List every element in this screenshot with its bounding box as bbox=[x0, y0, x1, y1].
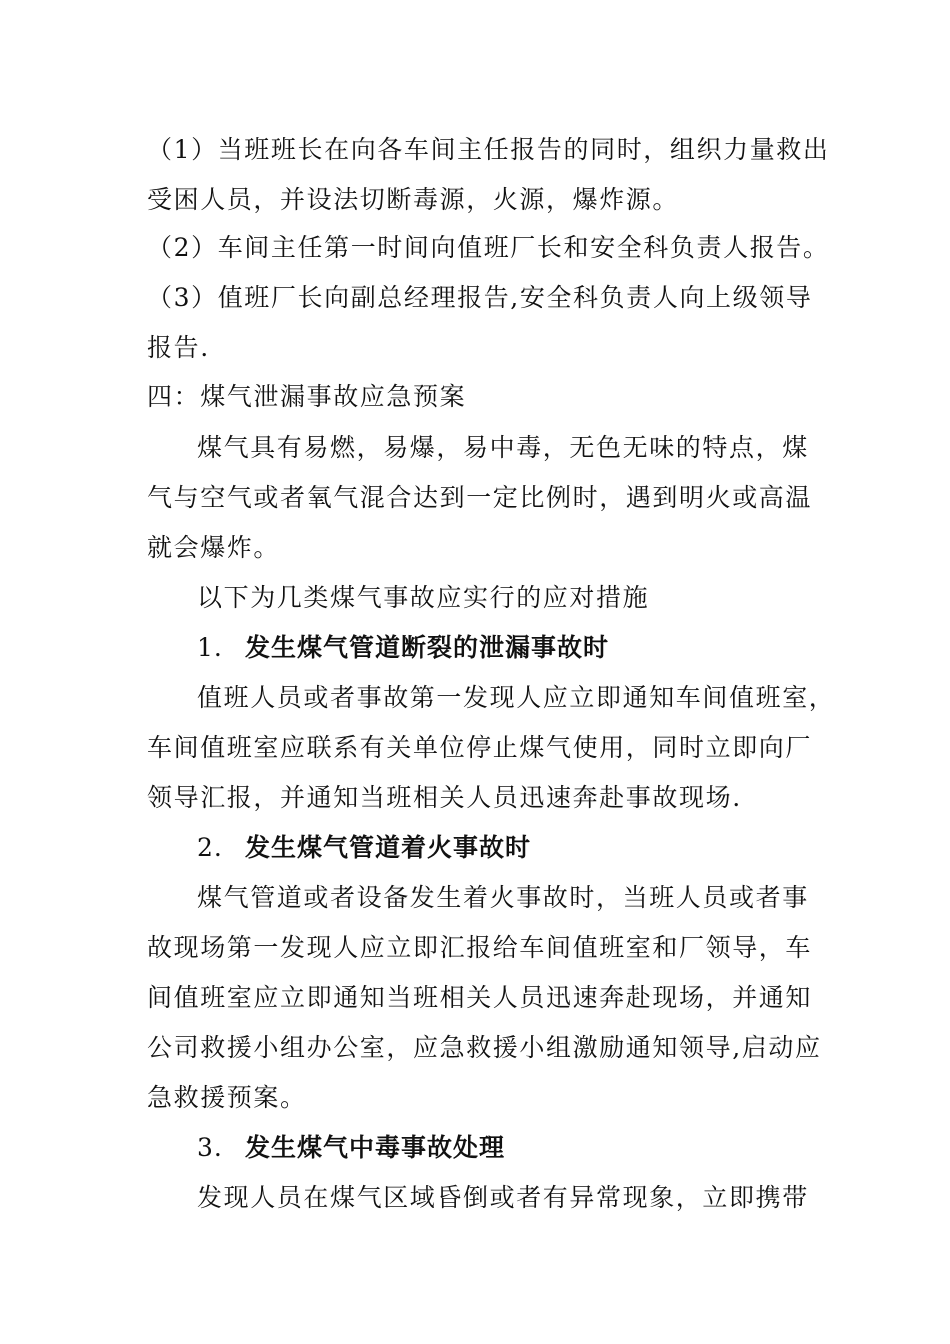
text-line: 报告. bbox=[147, 333, 210, 362]
text-line: （3）值班厂长向副总经理报告,安全科负责人向上级领导 bbox=[147, 283, 813, 312]
text-line: 间值班室应立即通知当班相关人员迅速奔赴现场，并通知 bbox=[147, 983, 813, 1012]
subsection-heading-2 bbox=[197, 833, 859, 863]
heading-number: 2. bbox=[197, 833, 223, 862]
subsection-heading-1 bbox=[197, 633, 859, 663]
text-line: 急救援预案。 bbox=[147, 1083, 307, 1112]
text-line: 以下为几类煤气事故应实行的应对措施 bbox=[197, 583, 650, 612]
text-line: 故现场第一发现人应立即汇报给车间值班室和厂领导，车 bbox=[147, 933, 813, 962]
text-line: 公司救援小组办公室，应急救援小组激励通知领导,启动应 bbox=[147, 1033, 822, 1062]
text-line: 受困人员，并设法切断毒源，火源，爆炸源。 bbox=[147, 185, 680, 214]
text-line: 气与空气或者氧气混合达到一定比例时，遇到明火或高温 bbox=[147, 483, 813, 512]
text-line: 煤气管道或者设备发生着火事故时，当班人员或者事 bbox=[197, 883, 809, 912]
heading-text: 发生煤气管道着火事故时 bbox=[245, 833, 532, 862]
text-line: 值班人员或者事故第一发现人应立即通知车间值班室， bbox=[197, 683, 836, 712]
heading-number: 1. bbox=[197, 633, 223, 662]
text-line: （1）当班班长在向各车间主任报告的同时，组织力量救出 bbox=[147, 135, 830, 164]
subsection-heading-3 bbox=[197, 1133, 859, 1163]
heading-number: 3. bbox=[197, 1133, 223, 1162]
heading-text: 发生煤气管道断裂的泄漏事故时 bbox=[245, 633, 610, 662]
section-title: 四：煤气泄漏事故应急预案 bbox=[147, 382, 467, 411]
text-line: （2）车间主任第一时间向值班厂长和安全科负责人报告。 bbox=[147, 233, 830, 262]
text-line: 发现人员在煤气区域昏倒或者有异常现象，立即携带 bbox=[197, 1183, 809, 1212]
text-line: 煤气具有易燃，易爆，易中毒，无色无味的特点，煤 bbox=[197, 433, 809, 462]
text-line: 就会爆炸。 bbox=[147, 533, 281, 562]
heading-text: 发生煤气中毒事故处理 bbox=[245, 1133, 506, 1162]
text-line: 领导汇报，并通知当班相关人员迅速奔赴事故现场. bbox=[147, 783, 742, 812]
text-line: 车间值班室应联系有关单位停止煤气使用，同时立即向厂 bbox=[147, 733, 813, 762]
